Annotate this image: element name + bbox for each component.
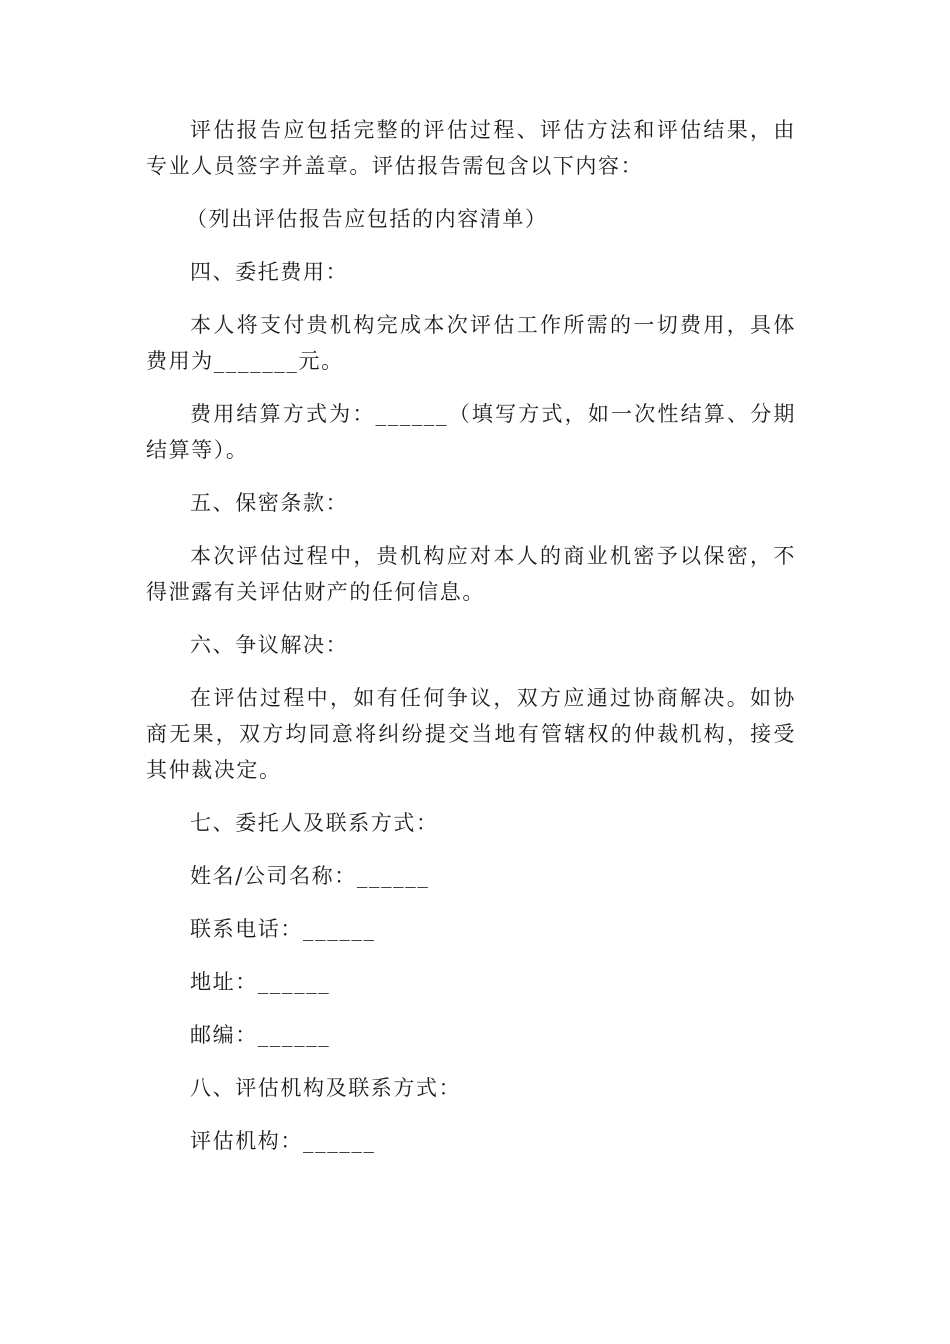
document-body <box>146 112 796 1176</box>
paragraph-dispute-resolution: 在评估过程中，如有任何争议，双方应通过协商解决。如协商无果，双方均同意将纠纷提交当地有管辖权的仲裁机构，接受其仲裁决定。 <box>146 686 796 782</box>
field-client-phone: 联系电话：______ <box>190 917 376 941</box>
field-agency-name: 评估机构：______ <box>190 1129 376 1153</box>
paragraph-fee-amount: 本人将支付贵机构完成本次评估工作所需的一切费用，具体费用为_______元。 <box>146 313 796 373</box>
section-heading-confidentiality: 五、保密条款： <box>190 491 349 515</box>
field-client-name: 姓名/公司名称：______ <box>190 864 430 888</box>
field-client-address: 地址：______ <box>190 970 331 994</box>
paragraph-report-contents-list: （列出评估报告应包括的内容清单） <box>186 207 548 231</box>
section-heading-fees: 四、委托费用： <box>190 260 349 284</box>
paragraph-fee-settlement: 费用结算方式为：______（填写方式，如一次性结算、分期结算等）。 <box>146 402 796 462</box>
paragraph-report-requirements: 评估报告应包括完整的评估过程、评估方法和评估结果，由专业人员签字并盖章。评估报告需包含以下内容： <box>146 118 796 178</box>
paragraph-confidentiality: 本次评估过程中，贵机构应对本人的商业机密予以保密，不得泄露有关评估财产的任何信息。 <box>146 544 796 604</box>
section-heading-dispute: 六、争议解决： <box>190 633 349 657</box>
section-heading-agency-contact: 八、评估机构及联系方式： <box>190 1076 462 1100</box>
section-heading-client-contact: 七、委托人及联系方式： <box>190 811 439 835</box>
field-client-postcode: 邮编：______ <box>190 1023 331 1047</box>
